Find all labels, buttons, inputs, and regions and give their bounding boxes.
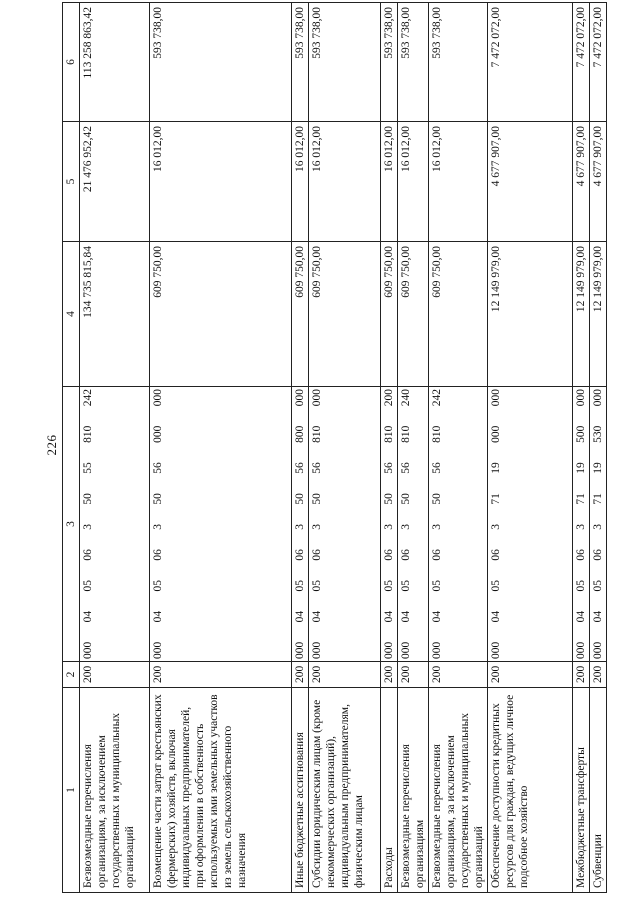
code-segment: 56 [311, 462, 323, 474]
row-name: Межбюджетные трансферты [573, 688, 590, 893]
code-segment: 55 [82, 462, 94, 474]
code-segment: 242 [82, 389, 94, 407]
table-body [80, 3, 607, 893]
table-row [292, 3, 309, 893]
header-col-5: 5 [63, 122, 80, 242]
code-segment: 05 [592, 580, 604, 592]
table-row [381, 3, 398, 893]
code-segment: 50 [383, 493, 395, 505]
code-segment: 50 [431, 493, 443, 505]
row-value-col-4: 12 149 979,00 [573, 242, 590, 387]
code-segment: 000 [592, 641, 604, 659]
code-segment: 50 [400, 493, 412, 505]
row-value-col-5: 16 012,00 [292, 122, 309, 242]
row-value-col-5: 4 677 907,00 [590, 122, 607, 242]
code-segment: 242 [431, 389, 443, 407]
code-segment: 04 [311, 610, 323, 623]
code-segment: 810 [311, 425, 323, 443]
code-segments [81, 389, 95, 659]
row-value-col-6: 593 738,00 [398, 3, 429, 122]
code-segment: 3 [294, 524, 306, 530]
row-name: Субвенции [590, 688, 607, 893]
code-segment: 000 [592, 389, 604, 407]
code-segment: 04 [490, 610, 502, 623]
row-value-col-5: 4 677 907,00 [573, 122, 590, 242]
row-value-col-6: 7 472 072,00 [590, 3, 607, 122]
code-segments [574, 389, 588, 659]
code-segment: 200 [383, 389, 395, 407]
row-col-2: 200 [573, 662, 590, 688]
row-col-2: 200 [80, 662, 150, 688]
row-col-2: 200 [488, 662, 573, 688]
row-code [150, 387, 292, 662]
row-value-col-4: 12 149 979,00 [590, 242, 607, 387]
code-segment: 000 [575, 389, 587, 407]
header-row [63, 3, 80, 893]
row-col-2: 200 [590, 662, 607, 688]
code-segment: 3 [82, 524, 94, 530]
header-col-2: 2 [63, 662, 80, 688]
code-segment: 19 [575, 462, 587, 474]
row-code [80, 387, 150, 662]
code-segment: 06 [592, 549, 604, 561]
row-value-col-6: 113 258 863,42 [80, 3, 150, 122]
header-col-4: 4 [63, 242, 80, 387]
code-segment: 3 [592, 524, 604, 530]
code-segment: 810 [383, 425, 395, 443]
row-value-col-5: 16 012,00 [429, 122, 488, 242]
row-code [590, 387, 607, 662]
row-name: Субсидии юридическим лицам (кроме некоммерческих организаций), индивидуальным предпринимателям, физическим лицам [309, 688, 381, 893]
row-name: Расходы [381, 688, 398, 893]
code-segment: 06 [82, 549, 94, 561]
row-code [381, 387, 398, 662]
code-segment: 000 [294, 641, 306, 659]
code-segment: 000 [152, 641, 164, 659]
code-segment: 56 [400, 462, 412, 474]
code-segment: 3 [400, 524, 412, 530]
row-code [309, 387, 381, 662]
code-segment: 04 [431, 610, 443, 623]
row-value-col-5: 16 012,00 [309, 122, 381, 242]
code-segment: 50 [311, 493, 323, 505]
code-segment: 000 [82, 641, 94, 659]
row-value-col-6: 593 738,00 [309, 3, 381, 122]
code-segment: 04 [383, 610, 395, 623]
code-segment: 000 [294, 389, 306, 407]
row-value-col-5: 4 677 907,00 [488, 122, 573, 242]
code-segments [489, 389, 503, 659]
code-segment: 05 [383, 580, 395, 592]
row-col-2: 200 [381, 662, 398, 688]
row-value-col-6: 593 738,00 [381, 3, 398, 122]
code-segment: 06 [431, 549, 443, 561]
row-value-col-4: 12 149 979,00 [488, 242, 573, 387]
code-segment: 04 [294, 610, 306, 623]
code-segments [151, 389, 165, 659]
row-col-2: 200 [429, 662, 488, 688]
table-row [150, 3, 292, 893]
table-row [309, 3, 381, 893]
code-segment: 05 [311, 580, 323, 592]
row-name: Обеспечение доступности кредитных ресурсов для граждан, ведущих личное подсобное хозяйство [488, 688, 573, 893]
code-segment: 000 [575, 641, 587, 659]
code-segment: 05 [490, 580, 502, 592]
row-name: Безвозмездные перечисления организациям [398, 688, 429, 893]
row-value-col-6: 7 472 072,00 [573, 3, 590, 122]
code-segment: 000 [152, 425, 164, 443]
code-segments [591, 389, 605, 659]
row-code [429, 387, 488, 662]
code-segment: 06 [152, 549, 164, 561]
row-value-col-4: 609 750,00 [381, 242, 398, 387]
row-code [488, 387, 573, 662]
code-segments [293, 389, 307, 659]
row-value-col-4: 609 750,00 [429, 242, 488, 387]
row-value-col-5: 16 012,00 [398, 122, 429, 242]
code-segment: 05 [82, 580, 94, 592]
code-segment: 56 [431, 462, 443, 474]
code-segment: 05 [431, 580, 443, 592]
code-segment: 3 [490, 524, 502, 530]
code-segment: 810 [82, 425, 94, 443]
code-segment: 19 [490, 462, 502, 474]
code-segment: 000 [311, 389, 323, 407]
row-name: Безвозмездные перечисления организациям, за исключением государственных и муниципальных организаций [80, 688, 150, 893]
row-value-col-5: 21 476 952,42 [80, 122, 150, 242]
code-segment: 810 [400, 425, 412, 443]
code-segment: 04 [575, 610, 587, 623]
code-segment: 3 [383, 524, 395, 530]
code-segment: 04 [400, 610, 412, 623]
code-segment: 50 [82, 493, 94, 505]
code-segment: 04 [82, 610, 94, 623]
code-segment: 3 [152, 524, 164, 530]
code-segment: 19 [592, 462, 604, 474]
code-segment: 000 [152, 389, 164, 407]
header-col-1: 1 [63, 688, 80, 893]
row-code [292, 387, 309, 662]
code-segment: 04 [592, 610, 604, 623]
row-value-col-4: 609 750,00 [309, 242, 381, 387]
table-row [398, 3, 429, 893]
code-segment: 06 [400, 549, 412, 561]
row-value-col-4: 609 750,00 [150, 242, 292, 387]
code-segment: 3 [431, 524, 443, 530]
code-segment: 71 [592, 493, 604, 505]
row-col-2: 200 [309, 662, 381, 688]
code-segment: 000 [431, 641, 443, 659]
table-row [590, 3, 607, 893]
table-row [573, 3, 590, 893]
row-name: Безвозмездные перечисления организациям, за исключением государственных и муниципальных организаций [429, 688, 488, 893]
row-value-col-4: 134 735 815,84 [80, 242, 150, 387]
row-code [398, 387, 429, 662]
code-segment: 05 [575, 580, 587, 592]
row-value-col-6: 7 472 072,00 [488, 3, 573, 122]
code-segment: 05 [294, 580, 306, 592]
row-value-col-5: 16 012,00 [150, 122, 292, 242]
code-segment: 06 [490, 549, 502, 561]
code-segment: 56 [294, 462, 306, 474]
table-row [80, 3, 150, 893]
code-segment: 05 [400, 580, 412, 592]
table-row [488, 3, 573, 893]
code-segment: 000 [490, 425, 502, 443]
code-segment: 04 [152, 610, 164, 623]
code-segment: 50 [294, 493, 306, 505]
code-segment: 06 [294, 549, 306, 561]
page-number: 226 [44, 434, 59, 456]
code-segment: 3 [311, 524, 323, 530]
code-segment: 06 [311, 549, 323, 561]
row-value-col-4: 609 750,00 [398, 242, 429, 387]
code-segment: 000 [490, 641, 502, 659]
code-segment: 530 [592, 425, 604, 443]
row-value-col-5: 16 012,00 [381, 122, 398, 242]
row-value-col-6: 593 738,00 [429, 3, 488, 122]
row-value-col-6: 593 738,00 [292, 3, 309, 122]
header-col-6: 6 [63, 3, 80, 122]
code-segment: 71 [490, 493, 502, 505]
budget-table [62, 2, 607, 893]
row-name: Иные бюджетные ассигнования [292, 688, 309, 893]
row-value-col-6: 593 738,00 [150, 3, 292, 122]
code-segments [310, 389, 324, 659]
code-segment: 56 [152, 462, 164, 474]
code-segment: 06 [575, 549, 587, 561]
code-segment: 50 [152, 493, 164, 505]
code-segments [399, 389, 413, 659]
code-segment: 500 [575, 425, 587, 443]
code-segment: 000 [311, 641, 323, 659]
code-segment: 3 [575, 524, 587, 530]
code-segment: 06 [383, 549, 395, 561]
row-col-2: 200 [398, 662, 429, 688]
code-segments [382, 389, 396, 659]
row-name: Возмещение части затрат крестьянских (фермерских) хозяйств, включая индивидуальных предпринимателей, при оформлении в собственность используемых ими земельных участков из земель сельскохозяйственного назначения [150, 688, 292, 893]
row-col-2: 200 [292, 662, 309, 688]
code-segment: 000 [490, 389, 502, 407]
code-segment: 800 [294, 425, 306, 443]
header-col-3: 3 [63, 387, 80, 662]
code-segment: 810 [431, 425, 443, 443]
row-value-col-4: 609 750,00 [292, 242, 309, 387]
table-row [429, 3, 488, 893]
rotated-table-container [62, 3, 612, 893]
code-segment: 000 [400, 641, 412, 659]
code-segment: 05 [152, 580, 164, 592]
code-segment: 000 [383, 641, 395, 659]
row-col-2: 200 [150, 662, 292, 688]
code-segment: 56 [383, 462, 395, 474]
code-segment: 71 [575, 493, 587, 505]
row-code [573, 387, 590, 662]
code-segments [430, 389, 444, 659]
code-segment: 240 [400, 389, 412, 407]
